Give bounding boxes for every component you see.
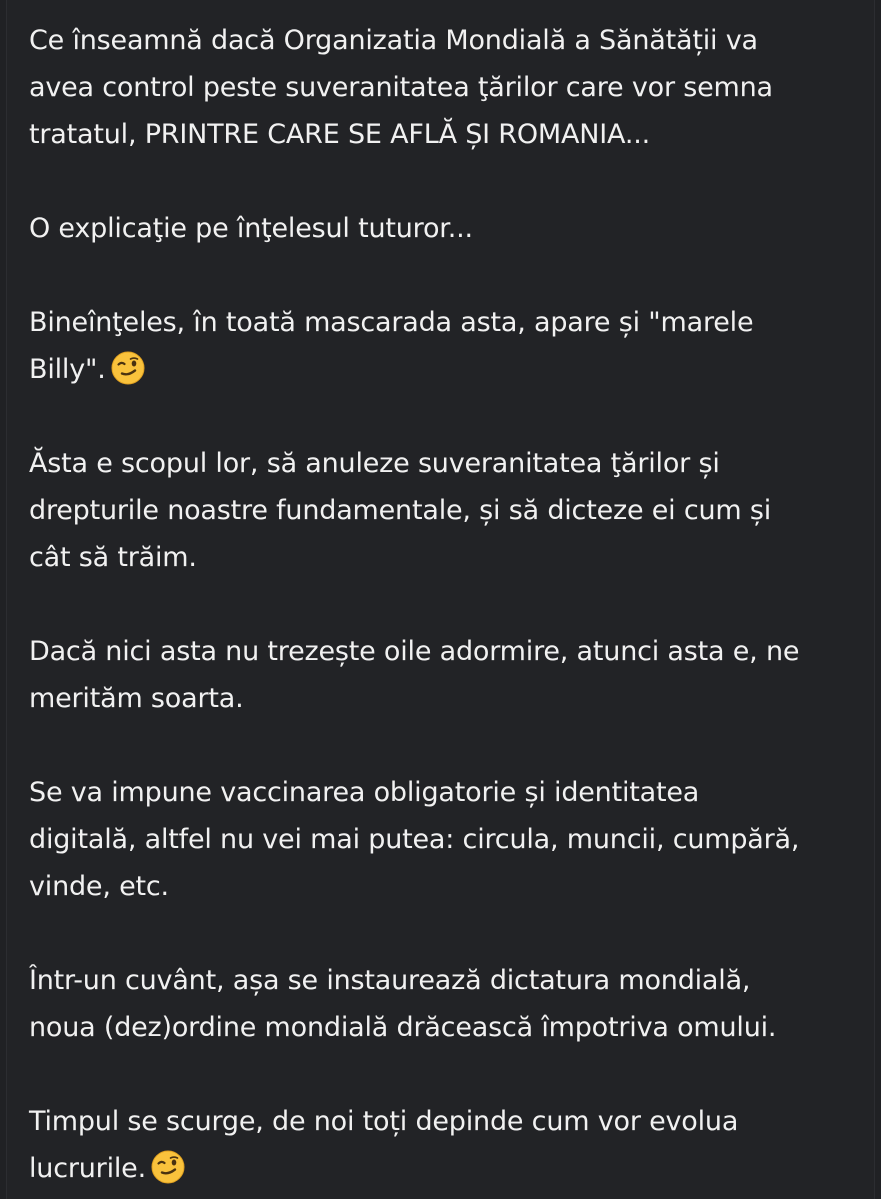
text-line: Se va impune vaccinarea obligatorie și identitatea bbox=[29, 777, 700, 808]
text-line-content: lucrurile. bbox=[29, 1153, 146, 1184]
text-line-content: Billy". bbox=[29, 354, 106, 385]
text-line: vinde, etc. bbox=[29, 871, 169, 902]
winking-face-emoji-icon bbox=[150, 1149, 186, 1185]
text-line: tratatul, PRINTRE CARE SE AFLĂ ȘI ROMANIA... bbox=[29, 119, 650, 150]
paragraph-8 bbox=[29, 1098, 874, 1192]
paragraph-2 bbox=[29, 205, 874, 252]
text-line: digitală, altfel nu vei mai putea: circula, muncii, cumpără, bbox=[29, 824, 800, 855]
paragraph-4 bbox=[29, 440, 874, 581]
text-line: noua (dez)ordine mondială drăcească împotriva omului. bbox=[29, 1012, 777, 1043]
message-bubble bbox=[6, 0, 875, 1199]
text-line: Dacă nici asta nu trezește oile adormire, atunci asta e, ne bbox=[29, 636, 800, 667]
text-line: Ăsta e scopul lor, să anuleze suveranitatea ţărilor și bbox=[29, 448, 720, 479]
paragraph-6 bbox=[29, 769, 874, 910]
winking-face-emoji-icon bbox=[110, 350, 146, 386]
text-line: O explicaţie pe înţelesul tuturor... bbox=[29, 213, 473, 244]
text-line: cât să trăim. bbox=[29, 542, 197, 573]
message-text[interactable] bbox=[29, 17, 874, 1192]
text-line: merităm soarta. bbox=[29, 683, 244, 714]
text-line: Timpul se scurge, de noi toți depinde cum vor evolua bbox=[29, 1106, 739, 1137]
paragraph-5 bbox=[29, 628, 874, 722]
text-line bbox=[29, 346, 874, 393]
text-line: Bineînţeles, în toată mascarada asta, apare și "marele bbox=[29, 307, 754, 338]
text-line: Într-un cuvânt, așa se instaurează dictatura mondială, bbox=[29, 965, 751, 996]
paragraph-7 bbox=[29, 957, 874, 1051]
paragraph-1 bbox=[29, 17, 874, 158]
paragraph-3 bbox=[29, 299, 874, 393]
text-line: drepturile noastre fundamentale, și să dicteze ei cum și bbox=[29, 495, 772, 526]
text-line bbox=[29, 1145, 874, 1192]
text-line: Ce înseamnă dacă Organizatia Mondială a Sănătății va bbox=[29, 25, 758, 56]
text-line: avea control peste suveranitatea ţărilor care vor semna bbox=[29, 72, 773, 103]
